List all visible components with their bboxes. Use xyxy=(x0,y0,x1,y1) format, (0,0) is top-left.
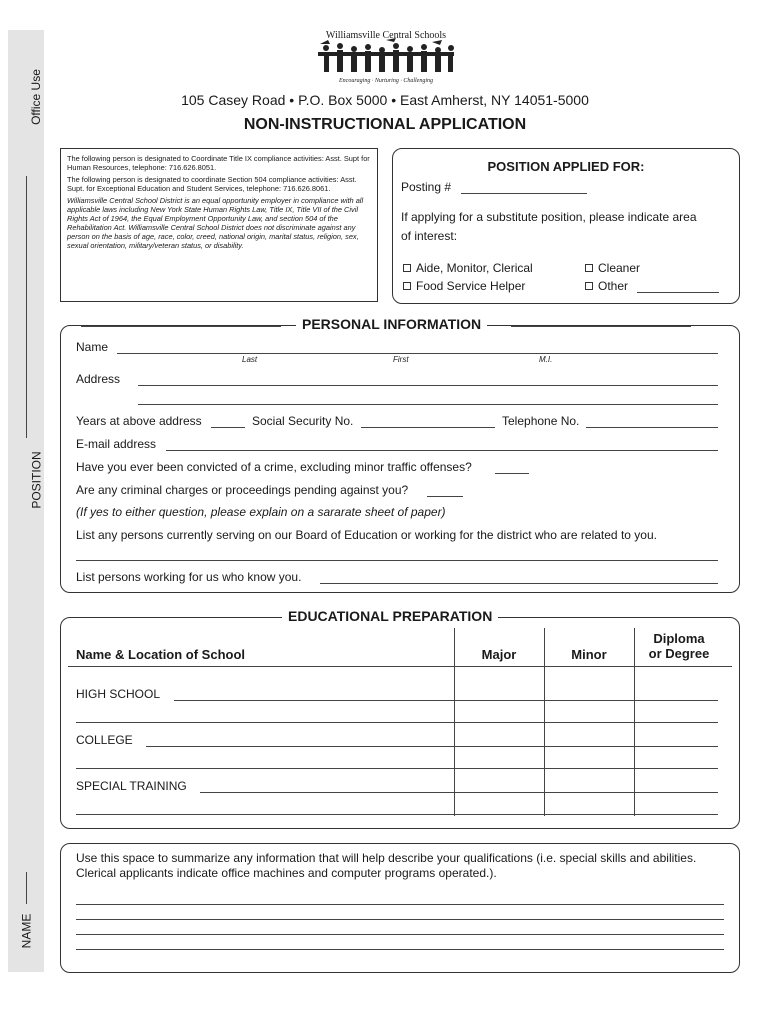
row-special-training: SPECIAL TRAINING xyxy=(76,779,187,793)
phone-label: Telephone No. xyxy=(502,414,580,428)
ssn-label: Social Security No. xyxy=(252,414,354,428)
email-field[interactable] xyxy=(166,450,718,451)
row-high-school: HIGH SCHOOL xyxy=(76,687,161,701)
special-training-field[interactable] xyxy=(200,792,454,793)
summary-line-2[interactable] xyxy=(76,919,724,920)
board-relatives-field[interactable] xyxy=(76,560,718,561)
years-label: Years at above address xyxy=(76,414,202,428)
phone-field[interactable] xyxy=(586,427,718,428)
education-heading: EDUCATIONAL PREPARATION xyxy=(282,608,498,624)
high-school-field[interactable] xyxy=(174,700,454,701)
page-title: NON-INSTRUCTIONAL APPLICATION xyxy=(243,116,527,133)
col-school-header: Name & Location of School xyxy=(76,647,246,662)
option-aide-monitor-clerical[interactable]: Aide, Monitor, Clerical xyxy=(403,261,533,275)
office-use-label: Office Use xyxy=(28,69,43,125)
name-line[interactable] xyxy=(26,872,27,904)
address-label: Address xyxy=(76,372,121,386)
other-field[interactable] xyxy=(637,292,719,293)
address-field-1[interactable] xyxy=(138,385,718,386)
checkbox-icon[interactable] xyxy=(585,282,593,290)
name-field[interactable] xyxy=(117,353,718,354)
explain-note: (If yes to either question, please explain on a sararate sheet of paper) xyxy=(76,505,446,519)
title-ix-notice: The following person is designated to Coordinate Title IX compliance activities: Asst. Supt for Human Resources, telephone: 716.626.8051. xyxy=(67,154,370,172)
option-food-service-helper[interactable]: Food Service Helper xyxy=(403,279,525,293)
crime-question: Have you ever been convicted of a crime, excluding minor traffic offenses? xyxy=(76,460,472,474)
years-field[interactable] xyxy=(211,427,245,428)
email-label: E-mail address xyxy=(76,437,157,451)
checkbox-icon[interactable] xyxy=(403,282,411,290)
eeo-statement: Williamsville Central School District is an equal opportunity employer in compliance with all applicable laws including New York State Human Rights Law, Title IX, Title VII of the Civil Rights Act of 1964, the Equal Employment Opportunity Law, and section 504 of the Rehabilitation Act. Williamsville Central School District does not discriminate against any person on the basis of age, race, color, creed, national origin, marital status, religion, sex, sexual orientation, military/veteran status, or disability. xyxy=(67,196,364,250)
position-applied-box xyxy=(392,148,740,304)
ssn-field[interactable] xyxy=(361,427,495,428)
col-diploma-header: Diploma or Degree xyxy=(648,631,710,661)
know-you-question: List persons working for us who know you. xyxy=(76,570,302,584)
col-minor-header: Minor xyxy=(571,647,607,662)
section-504-notice: The following person is designated to coordinate Section 504 compliance activities: Asst. Supt. for Exceptional Education and Student Services, telephone: 716.626.8061. xyxy=(67,175,357,193)
know-you-field[interactable] xyxy=(320,583,718,584)
address-field-2[interactable] xyxy=(138,404,718,405)
board-relatives-question: List any persons currently serving on our Board of Education or working for the district who are related to you. xyxy=(76,528,657,542)
college-field[interactable] xyxy=(146,746,454,747)
option-other[interactable]: Other xyxy=(585,279,628,293)
district-address: 105 Casey Road • P.O. Box 5000 • East Amherst, NY 14051-5000 xyxy=(181,92,589,108)
substitute-text-1: If applying for a substitute position, please indicate area xyxy=(401,210,697,224)
summary-line-4[interactable] xyxy=(76,949,724,950)
summary-instructions: Use this space to summarize any information that will help describe your qualifications (i.e. special skills and abilities. Clerical applicants indicate office machines and computer programs operated.). xyxy=(76,851,697,880)
charges-answer-field[interactable] xyxy=(427,496,463,497)
district-logo: Williamsville Central Schools Encouraging · Nurturing · Challenging xyxy=(306,30,466,90)
charges-question: Are any criminal charges or proceedings pending against you? xyxy=(76,483,409,497)
substitute-text-2: of interest: xyxy=(401,229,458,243)
header-divider xyxy=(68,666,732,667)
compliance-notice xyxy=(60,148,378,302)
personal-information-heading: PERSONAL INFORMATION xyxy=(296,316,487,332)
col-major-header: Major xyxy=(481,647,517,662)
last-caption: Last xyxy=(242,355,258,364)
mi-caption: M.I. xyxy=(539,355,553,364)
summary-line-1[interactable] xyxy=(76,904,724,905)
name-label: NAME xyxy=(18,913,33,949)
posting-label: Posting # xyxy=(401,180,452,194)
posting-field[interactable] xyxy=(461,193,587,194)
crime-answer-field[interactable] xyxy=(495,473,529,474)
position-line[interactable] xyxy=(26,176,27,438)
summary-line-3[interactable] xyxy=(76,934,724,935)
checkbox-icon[interactable] xyxy=(403,264,411,272)
first-caption: First xyxy=(393,355,409,364)
personal-information-box xyxy=(60,325,740,593)
row-college: COLLEGE xyxy=(76,733,133,747)
name-label: Name xyxy=(76,340,109,354)
position-label: POSITION xyxy=(29,451,44,509)
checkbox-icon[interactable] xyxy=(585,264,593,272)
position-heading: POSITION APPLIED FOR: xyxy=(487,159,645,174)
option-cleaner[interactable]: Cleaner xyxy=(585,261,640,275)
